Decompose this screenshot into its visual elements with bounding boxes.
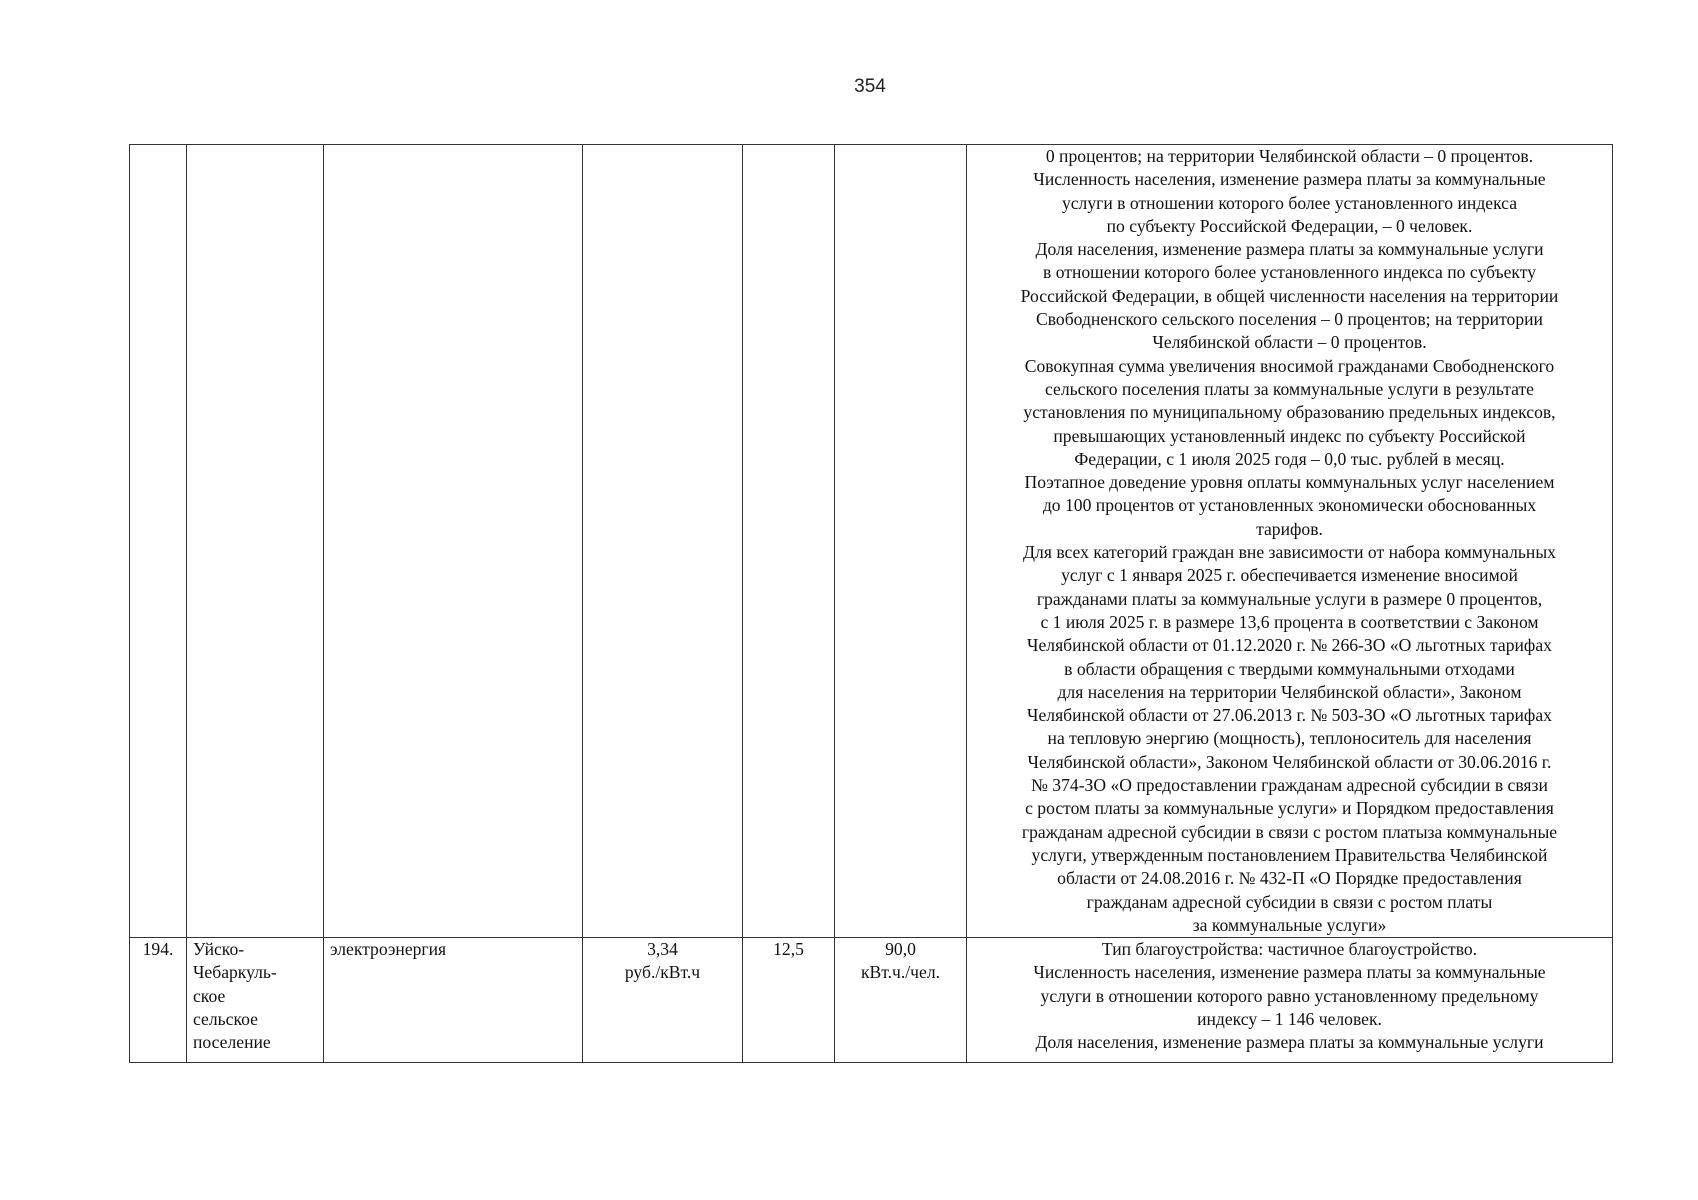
description-line: Доля населения, изменение размера платы за коммунальные услуги — [1035, 1032, 1544, 1053]
description-line: услуг с 1 января 2025 г. обеспечивается изменение вносимой — [1061, 565, 1518, 586]
cell-number: 194. — [130, 938, 187, 1063]
cell-index — [743, 145, 835, 938]
description-line: Свободненского сельского поселения – 0 процентов; на территории — [1036, 309, 1543, 330]
page-number: 354 — [854, 76, 886, 97]
description-line: сельского поселения платы за коммунальные услуги в результате — [1045, 378, 1534, 399]
description-line: Совокупная сумма увеличения вносимой гражданами Свободненского — [1024, 355, 1555, 376]
municipality-line: поселение — [193, 1032, 271, 1053]
description-line: № 374-ЗО «О предоставлении гражданам адресной субсидии в связи — [1031, 775, 1548, 796]
cell-description — [967, 145, 1613, 938]
municipality-line: сельское — [193, 1008, 258, 1029]
description-line: Поэтапное доведение уровня оплаты коммунальных услуг населением — [1024, 472, 1555, 493]
description-line: Российской Федерации, в общей численности населения на территории — [1020, 285, 1559, 306]
description-line: Челябинской области», Законом Челябинской области от 30.06.2016 г. — [1027, 751, 1552, 772]
description-line: Федерации, с 1 июля 2025 годя – 0,0 тыс. рублей в месяц. — [1074, 448, 1505, 469]
description-line: гражданам адресной субсидии в связи с ростом платы — [1086, 891, 1493, 912]
tariff-value: 3,34 — [647, 939, 678, 960]
description-line: с 1 июля 2025 г. в размере 13,6 процента в соответствии с Законом — [1040, 611, 1539, 632]
description-line: Челябинской области – 0 процентов. — [1152, 332, 1427, 353]
cell-index: 12,5 — [743, 938, 835, 1063]
description-line: Доля населения, изменение размера платы за коммунальные услуги — [1035, 239, 1544, 260]
municipality-line: ское — [193, 985, 226, 1006]
tariff-unit: руб./кВт.ч — [624, 962, 701, 983]
description-line: гражданами платы за коммунальные услуги в размере 0 процентов, — [1036, 588, 1543, 609]
cell-tariff — [583, 145, 743, 938]
cell-service: электроэнергия — [324, 938, 583, 1063]
description-line: до 100 процентов от установленных экономически обоснованных — [1042, 495, 1537, 516]
description-line: индексу – 1 146 человек. — [1197, 1008, 1382, 1029]
municipality-line: Чебаркуль- — [193, 962, 277, 983]
cell-municipality — [187, 145, 324, 938]
description-line: тарифов. — [1256, 518, 1323, 539]
description-line: Челябинской области от 01.12.2020 г. № 266-ЗО «О льготных тарифах — [1027, 635, 1552, 656]
cell-service — [324, 145, 583, 938]
description-line: с ростом платы за коммунальные услуги» и Порядком предоставления — [1025, 798, 1554, 819]
description-line: Численность населения, изменение размера платы за коммунальные — [1033, 962, 1546, 983]
volume-value: 90,0 — [885, 939, 916, 960]
description-line: для населения на территории Челябинской области», Законом — [1057, 681, 1522, 702]
table-row-continuation — [130, 145, 1613, 938]
tariff-table — [129, 144, 1613, 1063]
volume-unit: кВт.ч./чел. — [860, 962, 941, 983]
description-line: Для всех категорий граждан вне зависимости от набора коммунальных — [1023, 542, 1556, 563]
description-line: на тепловую энергию (мощность), теплоноситель для населения — [1047, 728, 1532, 749]
description-line: гражданам адресной субсидии в связи с ростом платыза коммунальные — [1021, 821, 1558, 842]
description-line: превышающих установленный индекс по субъекту Российской — [1053, 425, 1526, 446]
description-line: за коммунальные услуги» — [1192, 914, 1387, 935]
description-line: по субъекту Российской Федерации, – 0 человек. — [1106, 215, 1473, 236]
description-line: в отношении которого более установленного индекса по субъекту — [1043, 262, 1536, 283]
table-row-194 — [130, 938, 1613, 1063]
description-line: Челябинской области от 27.06.2013 г. № 503-ЗО «О льготных тарифах — [1027, 705, 1552, 726]
description-line: Численность населения, изменение размера платы за коммунальные — [1033, 169, 1546, 190]
description-line: услуги в отношении которого более установленного индекса — [1061, 192, 1518, 213]
description-line: Тип благоустройства: частичное благоустройство. — [1101, 939, 1478, 960]
municipality-line: Уйско- — [193, 939, 245, 960]
cell-municipality — [187, 938, 324, 1063]
description-line: 0 процентов; на территории Челябинской области – 0 процентов. — [1045, 146, 1534, 166]
description-line: услуги, утвержденным постановлением Правительства Челябинской — [1031, 844, 1548, 865]
cell-tariff — [583, 938, 743, 1063]
cell-number — [130, 145, 187, 938]
description-line: установления по муниципальному образованию предельных индексов, — [1023, 402, 1556, 423]
description-line: услуги в отношении которого равно установленному предельному — [1040, 985, 1539, 1006]
cell-description — [967, 938, 1613, 1063]
description-line: в области обращения с твердыми коммунальными отходами — [1064, 658, 1515, 679]
cell-volume — [835, 145, 967, 938]
cell-volume — [835, 938, 967, 1063]
description-line: области от 24.08.2016 г. № 432-П «О Порядке предоставления — [1057, 868, 1522, 889]
